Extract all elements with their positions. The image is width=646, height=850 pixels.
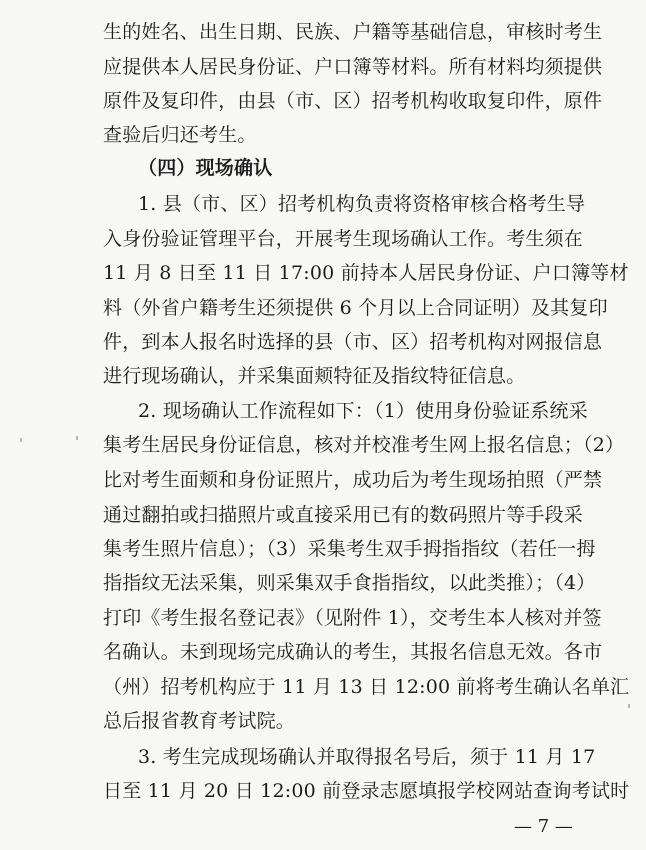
body-line-1: 生的姓名、出生日期、民族、户籍等基础信息，审核时考生 (103, 21, 603, 43)
paragraph-1-line-4: 料（外省户籍考生还须提供 6 个月以上合同证明）及其复印 (103, 297, 608, 319)
paragraph-1-line-2: 入身份验证管理平台，开展考生现场确认工作。考生须在 (103, 228, 584, 250)
paragraph-2-line-6: 指指纹无法采集，则采集双手食指指纹，以此类推）；（4） (103, 572, 596, 594)
paragraph-2-line-5: 集考生照片信息）；（3）采集考生双手拇指指纹（若任一拇 (103, 538, 596, 560)
section-heading: （四）现场确认 (138, 157, 273, 179)
scan-speck (20, 438, 22, 442)
paragraph-2-line-9: （州）招考机构应于 11 月 13 日 12:00 前将考生确认名单汇 (103, 676, 630, 698)
paragraph-2-line-1: 2. 现场确认工作流程如下：（1）使用身份验证系统采 (138, 400, 588, 422)
paragraph-3-line-1: 3. 考生完成现场确认并取得报名号后，须于 11 月 17 (138, 746, 596, 768)
paragraph-2-line-7: 打印《考生报名登记表》（见附件 1），交考生本人核对并签 (103, 607, 602, 629)
page-number: — 7 — (514, 816, 573, 837)
paragraph-3-line-2: 日至 11 月 20 日 12:00 前登录志愿填报学校网站查询考试时 (103, 780, 630, 802)
paragraph-1-line-5: 件，到本人报名时选择的县（市、区）招考机构对网报信息 (103, 331, 603, 353)
body-line-2: 应提供本人居民身份证、户口簿等材料。所有材料均须提供 (103, 56, 603, 78)
paragraph-2-line-2: 集考生居民身份证信息，核对并校准考生网上报名信息；（2） (103, 434, 625, 456)
scan-speck (628, 704, 630, 708)
paragraph-1-line-3: 11 月 8 日至 11 日 17:00 前持本人居民身份证、户口簿等材 (103, 262, 629, 284)
body-line-4: 查验后归还考生。 (103, 124, 257, 146)
paragraph-2-line-8: 名确认。未到现场完成确认的考生，其报名信息无效。各市 (103, 641, 603, 663)
paragraph-2-line-3: 比对考生面颊和身份证照片，成功后为考生现场拍照（严禁 (103, 469, 603, 491)
scan-speck (76, 436, 78, 440)
paragraph-1-line-1: 1. 县（市、区）招考机构负责将资格审核合格考生导 (138, 193, 586, 215)
paragraph-1-line-6: 进行现场确认，并采集面颊特征及指纹特征信息。 (103, 365, 526, 387)
paragraph-2-line-4: 通过翻拍或扫描照片或直接采用已有的数码照片等手段采 (103, 504, 584, 526)
body-line-3: 原件及复印件，由县（市、区）招考机构收取复印件，原件 (103, 90, 603, 112)
paragraph-2-line-10: 总后报省教育考试院。 (103, 710, 296, 732)
